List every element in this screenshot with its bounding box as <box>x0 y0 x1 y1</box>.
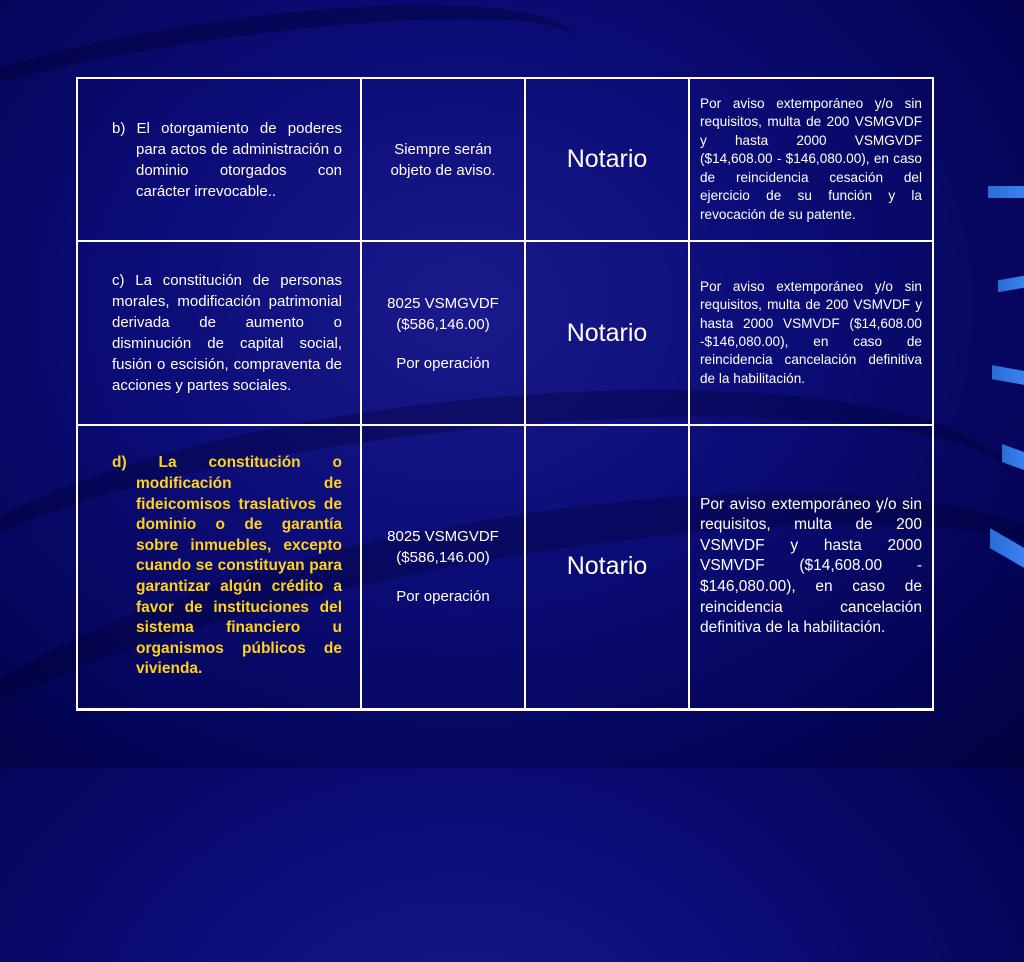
decorative-stripe <box>998 276 1024 293</box>
table-row <box>77 78 933 241</box>
description-text: b) El otorgamiento de poderes para actos de administración o dominio otorgados con carácter irrevocable.. <box>112 119 342 200</box>
obligations-table <box>76 77 934 711</box>
threshold-cell <box>361 241 525 425</box>
responsible-cell <box>525 425 689 709</box>
table-row <box>77 241 933 425</box>
penalty-cell <box>689 78 933 241</box>
table-row <box>77 425 933 709</box>
threshold-money: ($586,146.00) <box>396 315 490 333</box>
description-text: c) La constitución de personas morales, modificación patrimonial derivada de aumento o disminución de capital social, fusión o escisión, compraventa de acciones y partes sociales. <box>112 272 342 394</box>
description-text: d) La constitución o modificación de fideicomisos traslativos de dominio o de garantía sobre inmuebles, excepto cuando se constituyan para garantizar algún crédito a favor de instituciones del sistema financiero u organismos públicos de vivienda. <box>112 454 342 678</box>
threshold-money: ($586,146.00) <box>396 549 490 567</box>
penalty-text: Por aviso extemporáneo y/o sin requisitos, multa de 200 VSMVDF y hasta 2000 VSMVDF ($14,608.00 -$146,080.00), en caso de reincidencia cancelación definitiva de la habilitación. <box>700 278 922 386</box>
threshold-text: Siempre serán objeto de aviso. <box>390 140 496 179</box>
threshold-amount: 8025 VSMGVDF <box>387 528 499 546</box>
penalty-cell <box>689 241 933 425</box>
responsible-text: Notario <box>566 145 648 173</box>
threshold-cell <box>361 78 525 241</box>
threshold-note: Por operación <box>396 588 490 606</box>
decorative-stripe <box>1002 444 1024 470</box>
responsible-text: Notario <box>566 318 648 347</box>
penalty-text: Por aviso extemporáneo y/o sin requisitos, multa de 200 VSMVDF y hasta 2000 VSMVDF ($14,608.00 - $146,080.00), en caso de reincidencia cancelación definitiva de la habilitación. <box>700 495 922 637</box>
decorative-stripe <box>990 528 1024 568</box>
penalty-text: Por aviso extemporáneo y/o sin requisitos, multa de 200 VSMGVDF y hasta 2000 VSMGVDF ($14,608.00 - $146,080.00), en caso de reincidencia cesación del ejercicio de su función y la revocación de su patente. <box>700 96 922 222</box>
decorative-stripe <box>988 186 1024 198</box>
responsible-cell <box>525 78 689 241</box>
threshold-note: Por operación <box>396 354 490 372</box>
responsible-text: Notario <box>566 552 648 581</box>
responsible-cell <box>525 241 689 425</box>
penalty-cell <box>689 425 933 709</box>
description-cell <box>77 78 361 241</box>
decorative-stripe <box>992 365 1024 385</box>
threshold-amount: 8025 VSMGVDF <box>387 294 499 312</box>
description-cell <box>77 425 361 709</box>
threshold-cell <box>361 425 525 709</box>
description-cell <box>77 241 361 425</box>
